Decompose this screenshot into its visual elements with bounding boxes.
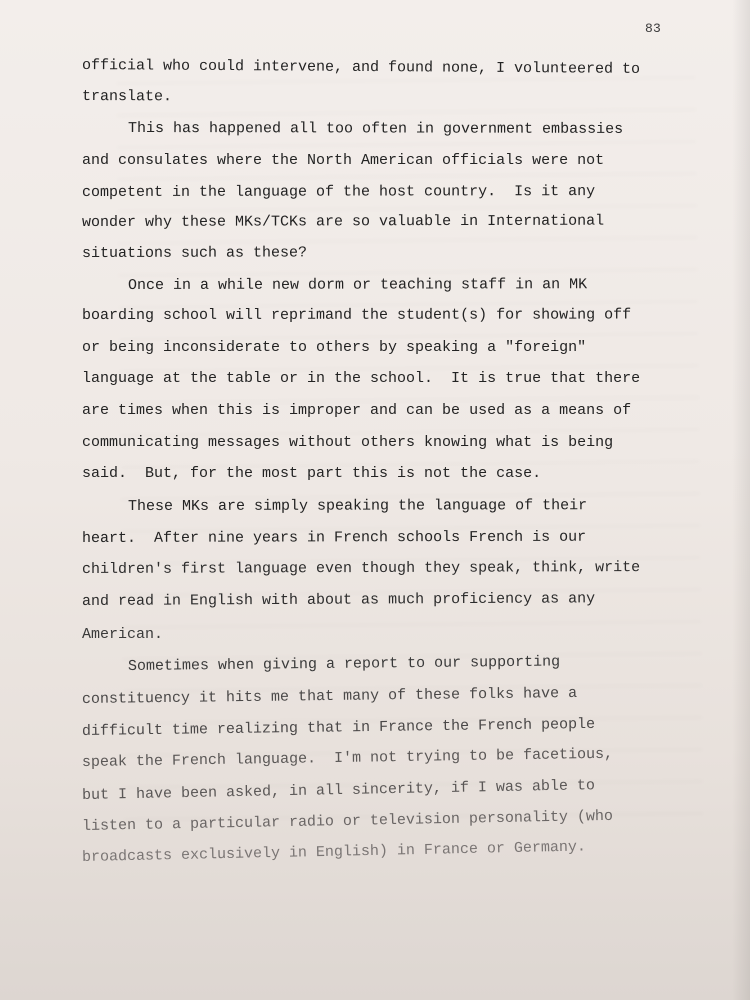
page-number: 83 (645, 21, 662, 36)
text-line: are times when this is improper and can be used as a means of (82, 402, 632, 419)
text-line: translate. (81, 88, 173, 106)
text-line: said. But, for the most part this is not the case. (82, 465, 542, 482)
text-line: American. (82, 626, 164, 643)
paragraph-start-line: This has happened all too often in government embassies (127, 120, 624, 138)
paragraph-start-line: These MKs are simply speaking the language of their (127, 497, 588, 515)
text-line: communicating messages without others knowing what is being (82, 434, 614, 451)
text-line: listen to a particular radio or television personality (who (81, 807, 614, 835)
text-line: and consulates where the North American officials were not (82, 152, 605, 169)
text-line: difficult time realizing that in France the French people (81, 715, 596, 740)
text-line: boarding school will reprimand the student(s) for showing off (81, 306, 632, 324)
text-line: heart. After nine years in French schools French is our (81, 528, 587, 547)
text-line: competent in the language of the host country. Is it any (81, 183, 596, 201)
paragraph-start-line: Once in a while new dorm or teaching staff in an MK (127, 276, 588, 294)
text-line: language at the table or in the school. It is true that there (82, 370, 641, 387)
text-line: constituency it hits me that many of these folks have a (81, 684, 578, 708)
paragraph-start-line: Sometimes when giving a report to our supporting (127, 653, 561, 675)
text-line: but I have been asked, in all sincerity, if I was able to (81, 777, 596, 804)
text-line: children's first language even though they speak, think, write (81, 559, 641, 578)
text-line: wonder why these MKs/TCKs are so valuable in International (81, 212, 605, 231)
page-edge-shadow (732, 0, 750, 1000)
text-line: speak the French language. I'm not trying to be facetious, (81, 745, 614, 771)
text-line: or being inconsiderate to others by speaking a "foreign" (82, 339, 587, 356)
text-line: official who could intervene, and found none, I volunteered to (81, 57, 641, 78)
text-line: and read in English with about as much proficiency as any (81, 590, 596, 610)
text-line: situations such as these? (81, 244, 308, 262)
text-line: broadcasts exclusively in English) in France or Germany. (81, 838, 587, 866)
